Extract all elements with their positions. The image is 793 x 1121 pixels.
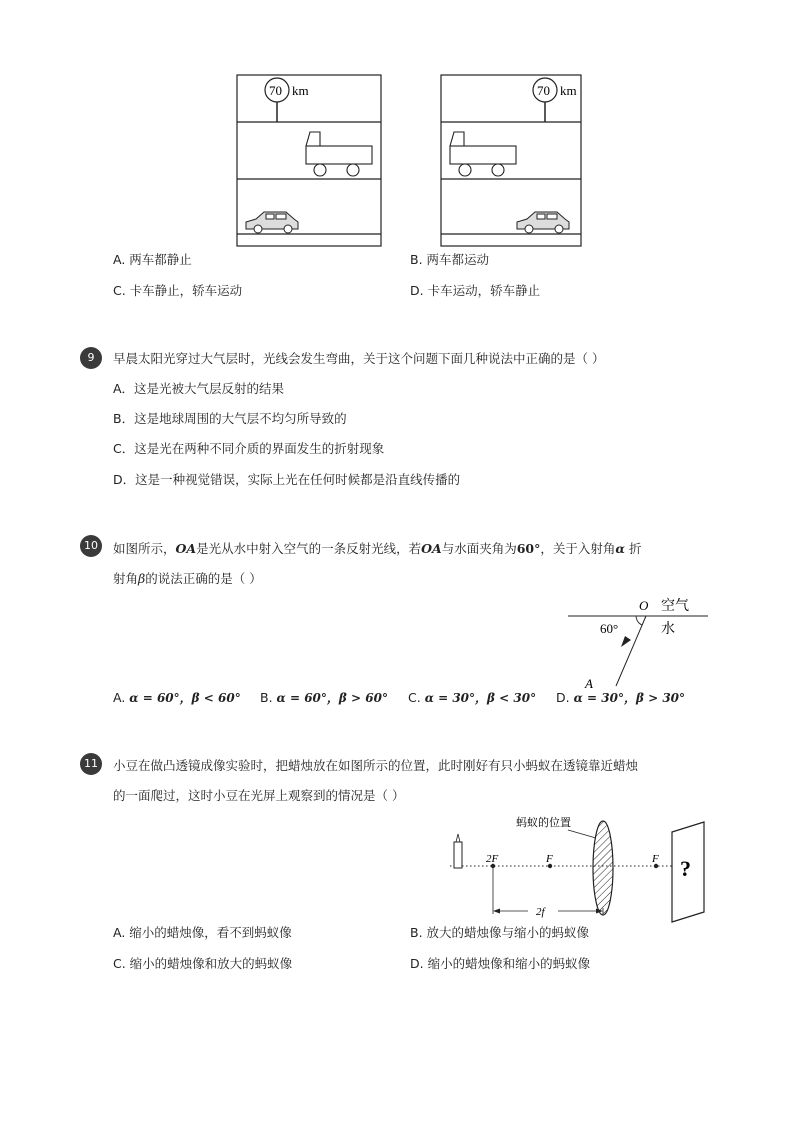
speed-sign-unit: km — [292, 83, 309, 98]
speed-sign-value: 70 — [269, 83, 282, 98]
q11-option-c[interactable]: C. 缩小的蜡烛像和放大的蚂蚁像 — [113, 956, 293, 971]
q11-lens-figure — [440, 808, 710, 926]
q8-option-c[interactable]: C. 卡车静止，轿车运动 — [113, 283, 243, 298]
label-f-right: F — [652, 853, 659, 865]
q9-option-d[interactable]: D．这是一种视觉错误，实际上光在任何时候都是沿直线传播的 — [113, 472, 461, 487]
q10-option-c[interactable]: C. α = 30°，β < 30° — [408, 690, 537, 705]
label-2f-point: 2F — [486, 853, 499, 865]
car-icon — [517, 212, 569, 233]
q10-option-b[interactable]: B. α = 60°，β > 60° — [260, 690, 388, 705]
q11-stem-line2: 的一面爬过，这时小豆在光屏上观察到的情况是（ ） — [113, 788, 405, 803]
ant-position-label: 蚂蚁的位置 — [516, 817, 571, 829]
speed-sign-value: 70 — [537, 83, 550, 98]
q10-stem-line1: 如图所示，OA是光从水中射入空气的一条反射光线，若OA与水面夹角为60°，关于入射角α 折 — [113, 541, 642, 556]
q8-figure-left — [236, 74, 382, 248]
candle-icon — [454, 834, 462, 868]
label-f-left: F — [546, 853, 553, 865]
question-number-badge: 9 — [80, 347, 102, 369]
q8-option-a[interactable]: A. 两车都静止 — [113, 252, 192, 267]
q11-option-b[interactable]: B. 放大的蜡烛像与缩小的蚂蚁像 — [410, 925, 590, 940]
q10-stem-line2: 射角β的说法正确的是（ ） — [113, 571, 262, 586]
q9-stem: 早晨太阳光穿过大气层时，光线会发生弯曲，关于这个问题下面几种说法中正确的是（ ） — [113, 351, 605, 366]
question-number-badge: 11 — [80, 753, 102, 775]
question-number-badge: 10 — [80, 535, 102, 557]
truck-icon — [306, 132, 372, 176]
q11-stem-line1: 小豆在做凸透镜成像实验时，把蜡烛放在如图所示的位置，此时刚好有只小蚂蚁在透镜靠近蜡烛 — [113, 758, 639, 773]
truck-icon — [450, 132, 516, 176]
speed-sign-unit: km — [560, 83, 577, 98]
water-label: 水 — [661, 622, 675, 637]
q10-option-a[interactable]: A. α = 60°，β < 60° — [113, 690, 241, 705]
q9-option-a[interactable]: A．这是光被大气层反射的结果 — [113, 381, 285, 396]
angle-label: 60° — [600, 621, 619, 636]
q8-option-b[interactable]: B. 两车都运动 — [410, 252, 490, 267]
two-f-length-label: 2f — [536, 906, 545, 918]
q8-option-d[interactable]: D. 卡车运动，轿车静止 — [410, 283, 541, 298]
q9-option-c[interactable]: C．这是光在两种不同介质的界面发生的折射现象 — [113, 441, 385, 456]
q8-figure-right — [440, 74, 583, 248]
q9-option-b[interactable]: B．这是地球周围的大气层不均匀所导致的 — [113, 411, 347, 426]
convex-lens-icon — [593, 821, 613, 915]
car-icon — [246, 212, 298, 233]
point-a-label: A — [585, 676, 593, 691]
q11-option-d[interactable]: D. 缩小的蜡烛像和缩小的蚂蚁像 — [410, 956, 591, 971]
air-label: 空气 — [661, 599, 689, 614]
q11-option-a[interactable]: A. 缩小的蜡烛像，看不到蚂蚁像 — [113, 925, 292, 940]
unknown-image-mark: ? — [680, 856, 691, 881]
q10-option-d[interactable]: D. α = 30°，β > 30° — [556, 690, 686, 705]
point-o-label: O — [639, 598, 649, 613]
q10-refraction-figure — [562, 592, 712, 692]
